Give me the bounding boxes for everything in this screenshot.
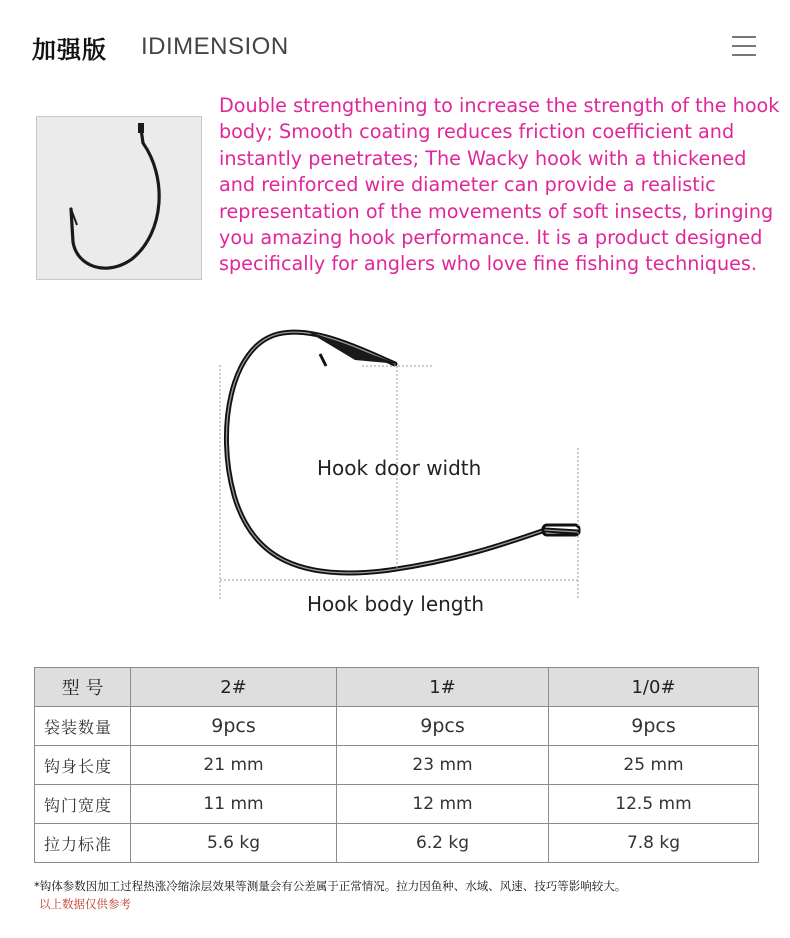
table-cell: 21 mm bbox=[131, 746, 337, 785]
size-header: 2# bbox=[131, 668, 337, 707]
model-header: 型 号 bbox=[35, 668, 131, 707]
row-label: 钩门宽度 bbox=[35, 785, 131, 824]
table-cell: 9pcs bbox=[549, 707, 759, 746]
table-row bbox=[35, 824, 759, 863]
brand-name: IDIMENSION bbox=[141, 33, 289, 60]
table-cell: 12.5 mm bbox=[549, 785, 759, 824]
row-label: 袋装数量 bbox=[35, 707, 131, 746]
size-header: 1# bbox=[337, 668, 549, 707]
product-description: Double strengthening to increase the strength of the hook body; Smooth coating reduces friction coefficient and instantly penetrates; The Wacky hook with a thickened and reinforced wire diameter can provide a realistic representation of the movements of soft insects, bringing you amazing hook performance. It is a product designed specifically for anglers who love fine fishing techniques. bbox=[219, 94, 780, 276]
reference-note: 以上数据仅供参考 bbox=[39, 897, 131, 911]
table-cell: 12 mm bbox=[337, 785, 549, 824]
hook-dimension-diagram bbox=[200, 320, 620, 620]
spec-table bbox=[34, 667, 759, 863]
size-header: 1/0# bbox=[549, 668, 759, 707]
table-cell: 11 mm bbox=[131, 785, 337, 824]
row-label: 拉力标准 bbox=[35, 824, 131, 863]
table-row bbox=[35, 785, 759, 824]
table-cell: 9pcs bbox=[337, 707, 549, 746]
table-header-row bbox=[35, 668, 759, 707]
table-cell: 7.8 kg bbox=[549, 824, 759, 863]
page-header bbox=[0, 0, 790, 90]
table-cell: 6.2 kg bbox=[337, 824, 549, 863]
table-cell: 23 mm bbox=[337, 746, 549, 785]
edition-title: 加强版 bbox=[32, 36, 107, 64]
table-cell: 25 mm bbox=[549, 746, 759, 785]
tolerance-disclaimer: *钩体参数因加工过程热涨冷缩涂层效果等测量会有公差属于正常情况。拉力因鱼种、水域、风速、技巧等影响较大。 bbox=[34, 879, 627, 893]
table-cell: 9pcs bbox=[131, 707, 337, 746]
hamburger-menu-icon[interactable] bbox=[732, 36, 758, 58]
hook-thumbnail-image bbox=[36, 116, 202, 280]
table-row bbox=[35, 746, 759, 785]
table-cell: 5.6 kg bbox=[131, 824, 337, 863]
hook-door-width-label: Hook door width bbox=[317, 456, 482, 480]
row-label: 钩身长度 bbox=[35, 746, 131, 785]
hook-body-length-label: Hook body length bbox=[307, 592, 485, 616]
table-row bbox=[35, 707, 759, 746]
